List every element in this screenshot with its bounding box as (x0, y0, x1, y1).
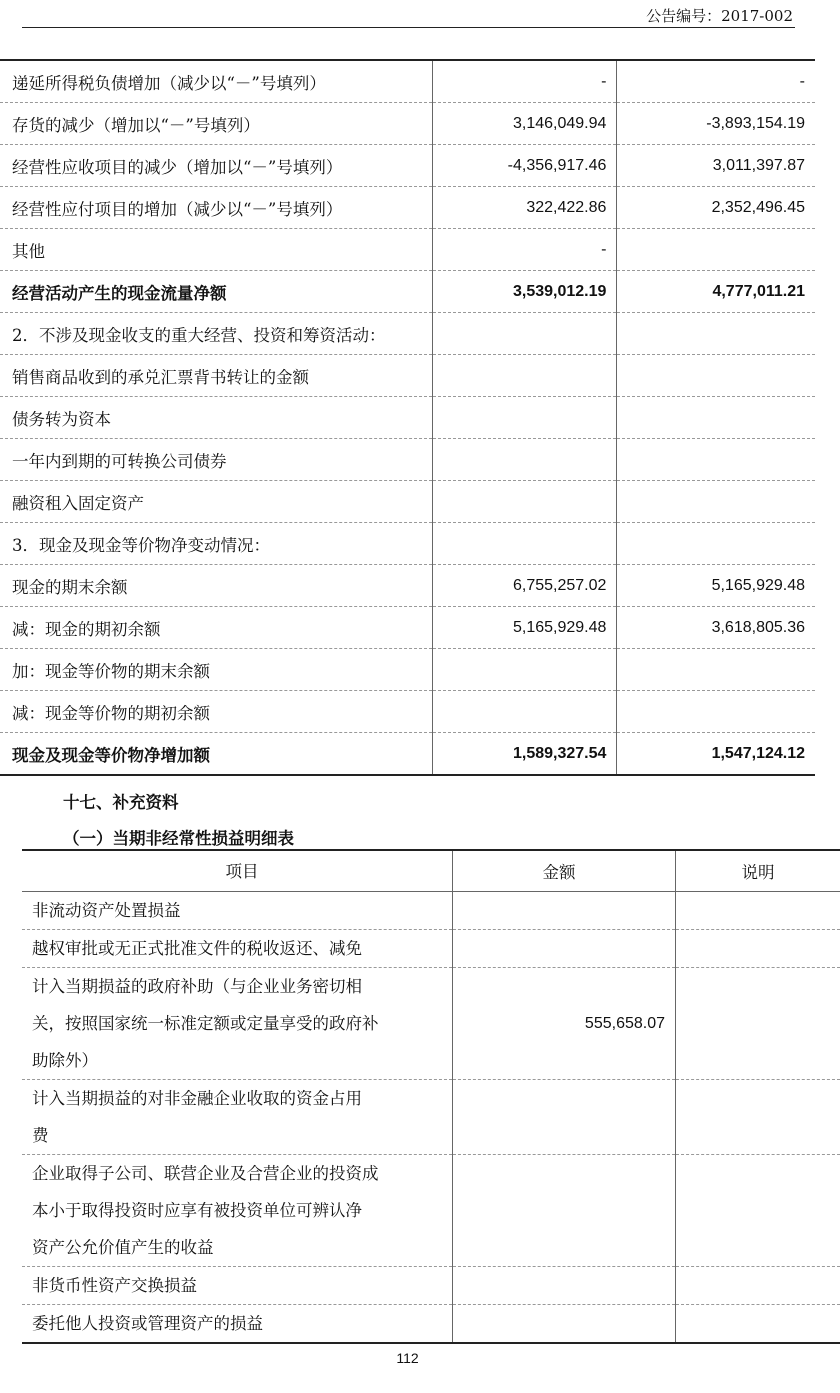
prior-period-value: - (617, 60, 815, 103)
table-row (0, 523, 815, 565)
table-row (22, 930, 840, 968)
prior-period-value: 3,011,397.87 (617, 145, 815, 187)
prior-period-value: 3,618,805.36 (617, 607, 815, 649)
row-label: 经营性应收项目的减少（增加以“－”号填列） (0, 145, 433, 187)
table-row (0, 607, 815, 649)
table-header-row (22, 850, 840, 892)
prior-period-value (617, 355, 815, 397)
page-number: 112 (396, 1350, 419, 1366)
item-cell (22, 1155, 453, 1267)
note-cell (676, 892, 840, 930)
row-label: 其他 (0, 229, 433, 271)
table-row (22, 968, 840, 1080)
section-subtitle: （一）当期非经常性损益明细表 (63, 829, 294, 848)
item-text-line: 委托他人投资或管理资产的损益 (32, 1314, 263, 1333)
header-item: 项目 (22, 850, 453, 892)
current-period-value: 3,539,012.19 (433, 271, 617, 313)
table-row (0, 60, 815, 103)
item-text-line: 非货币性资产交换损益 (32, 1276, 197, 1295)
item-text-line: 资产公允价值产生的收益 (32, 1238, 214, 1257)
prior-period-value (617, 313, 815, 355)
header-amount: 金额 (453, 850, 676, 892)
item-text-line: 非流动资产处置损益 (32, 901, 181, 920)
item-text-line: 企业取得子公司、联营企业及合营企业的投资成 (32, 1164, 379, 1183)
current-period-value: 1,589,327.54 (433, 733, 617, 776)
prior-period-value: 2,352,496.45 (617, 187, 815, 229)
row-label: 融资租入固定资产 (0, 481, 433, 523)
table-row (22, 1305, 840, 1344)
item-cell (22, 1305, 453, 1344)
current-period-value: -4,356,917.46 (433, 145, 617, 187)
table-row (22, 1267, 840, 1305)
current-period-value (433, 691, 617, 733)
row-label: 销售商品收到的承兑汇票背书转让的金额 (0, 355, 433, 397)
row-label: 2．不涉及现金收支的重大经营、投资和筹资活动： (0, 313, 433, 355)
item-cell (22, 1080, 453, 1155)
table-row (0, 103, 815, 145)
prior-period-value: -3,893,154.19 (617, 103, 815, 145)
current-period-value: - (433, 60, 617, 103)
row-label: 减：现金的期初余额 (0, 607, 433, 649)
prior-period-value: 5,165,929.48 (617, 565, 815, 607)
table-row (0, 397, 815, 439)
note-cell (676, 1080, 840, 1155)
amount-cell (453, 1155, 676, 1267)
current-period-value (433, 397, 617, 439)
prior-period-value: 1,547,124.12 (617, 733, 815, 776)
table-row (0, 565, 815, 607)
table-row (0, 355, 815, 397)
current-period-value (433, 313, 617, 355)
current-period-value (433, 649, 617, 691)
row-label: 一年内到期的可转换公司债券 (0, 439, 433, 481)
non-recurring-gains-table (22, 849, 840, 1344)
row-label: 减：现金等价物的期初余额 (0, 691, 433, 733)
current-period-value (433, 439, 617, 481)
item-text-line: 计入当期损益的对非金融企业收取的资金占用 (32, 1089, 362, 1108)
item-text-line: 本小于取得投资时应享有被投资单位可辨认净 (32, 1201, 362, 1220)
row-label: 3．现金及现金等价物净变动情况： (0, 523, 433, 565)
section-title: 十七、补充资料 (63, 793, 179, 812)
amount-cell (453, 892, 676, 930)
item-cell (22, 968, 453, 1080)
amount-cell: 555,658.07 (453, 968, 676, 1080)
table-row (22, 1155, 840, 1267)
table-row (0, 313, 815, 355)
item-text-line: 费 (32, 1126, 49, 1145)
note-cell (676, 1155, 840, 1267)
table-row (0, 439, 815, 481)
row-label: 债务转为资本 (0, 397, 433, 439)
current-period-value (433, 481, 617, 523)
amount-cell (453, 1267, 676, 1305)
prior-period-value: 4,777,011.21 (617, 271, 815, 313)
row-label: 加：现金等价物的期末余额 (0, 649, 433, 691)
item-text-line: 助除外） (32, 1051, 98, 1070)
row-label: 递延所得税负债增加（减少以“－”号填列） (0, 60, 433, 103)
amount-cell (453, 1080, 676, 1155)
current-period-value (433, 355, 617, 397)
table-row (0, 187, 815, 229)
prior-period-value (617, 523, 815, 565)
page-header (22, 0, 795, 28)
note-cell (676, 968, 840, 1080)
prior-period-value (617, 481, 815, 523)
announcement-number: 公告编号：2017-002 (646, 7, 793, 25)
item-cell (22, 1267, 453, 1305)
table-row (0, 229, 815, 271)
amount-cell (453, 930, 676, 968)
cashflow-supplement-table (0, 59, 815, 776)
table-row (22, 892, 840, 930)
item-cell (22, 930, 453, 968)
prior-period-value (617, 439, 815, 481)
table-row (0, 691, 815, 733)
prior-period-value (617, 691, 815, 733)
item-text-line: 关，按照国家统一标准定额或定量享受的政府补 (32, 1014, 379, 1033)
table-row (0, 733, 815, 776)
table-row (0, 145, 815, 187)
current-period-value: 322,422.86 (433, 187, 617, 229)
current-period-value: - (433, 229, 617, 271)
prior-period-value (617, 397, 815, 439)
row-label: 现金及现金等价物净增加额 (12, 745, 210, 765)
note-cell (676, 930, 840, 968)
header-note: 说明 (676, 850, 840, 892)
current-period-value: 3,146,049.94 (433, 103, 617, 145)
note-cell (676, 1267, 840, 1305)
table-row (0, 481, 815, 523)
current-period-value: 6,755,257.02 (433, 565, 617, 607)
row-label: 现金的期末余额 (0, 565, 433, 607)
note-cell (676, 1305, 840, 1344)
table-row (0, 649, 815, 691)
table-row (22, 1080, 840, 1155)
row-label: 经营性应付项目的增加（减少以“－”号填列） (0, 187, 433, 229)
prior-period-value (617, 229, 815, 271)
current-period-value: 5,165,929.48 (433, 607, 617, 649)
row-label: 存货的减少（增加以“－”号填列） (0, 103, 433, 145)
row-label: 经营活动产生的现金流量净额 (0, 271, 433, 313)
item-cell (22, 892, 453, 930)
item-text-line: 计入当期损益的政府补助（与企业业务密切相 (32, 977, 362, 996)
current-period-value (433, 523, 617, 565)
prior-period-value (617, 649, 815, 691)
table-row (0, 271, 815, 313)
item-text-line: 越权审批或无正式批准文件的税收返还、减免 (32, 939, 362, 958)
amount-cell (453, 1305, 676, 1344)
